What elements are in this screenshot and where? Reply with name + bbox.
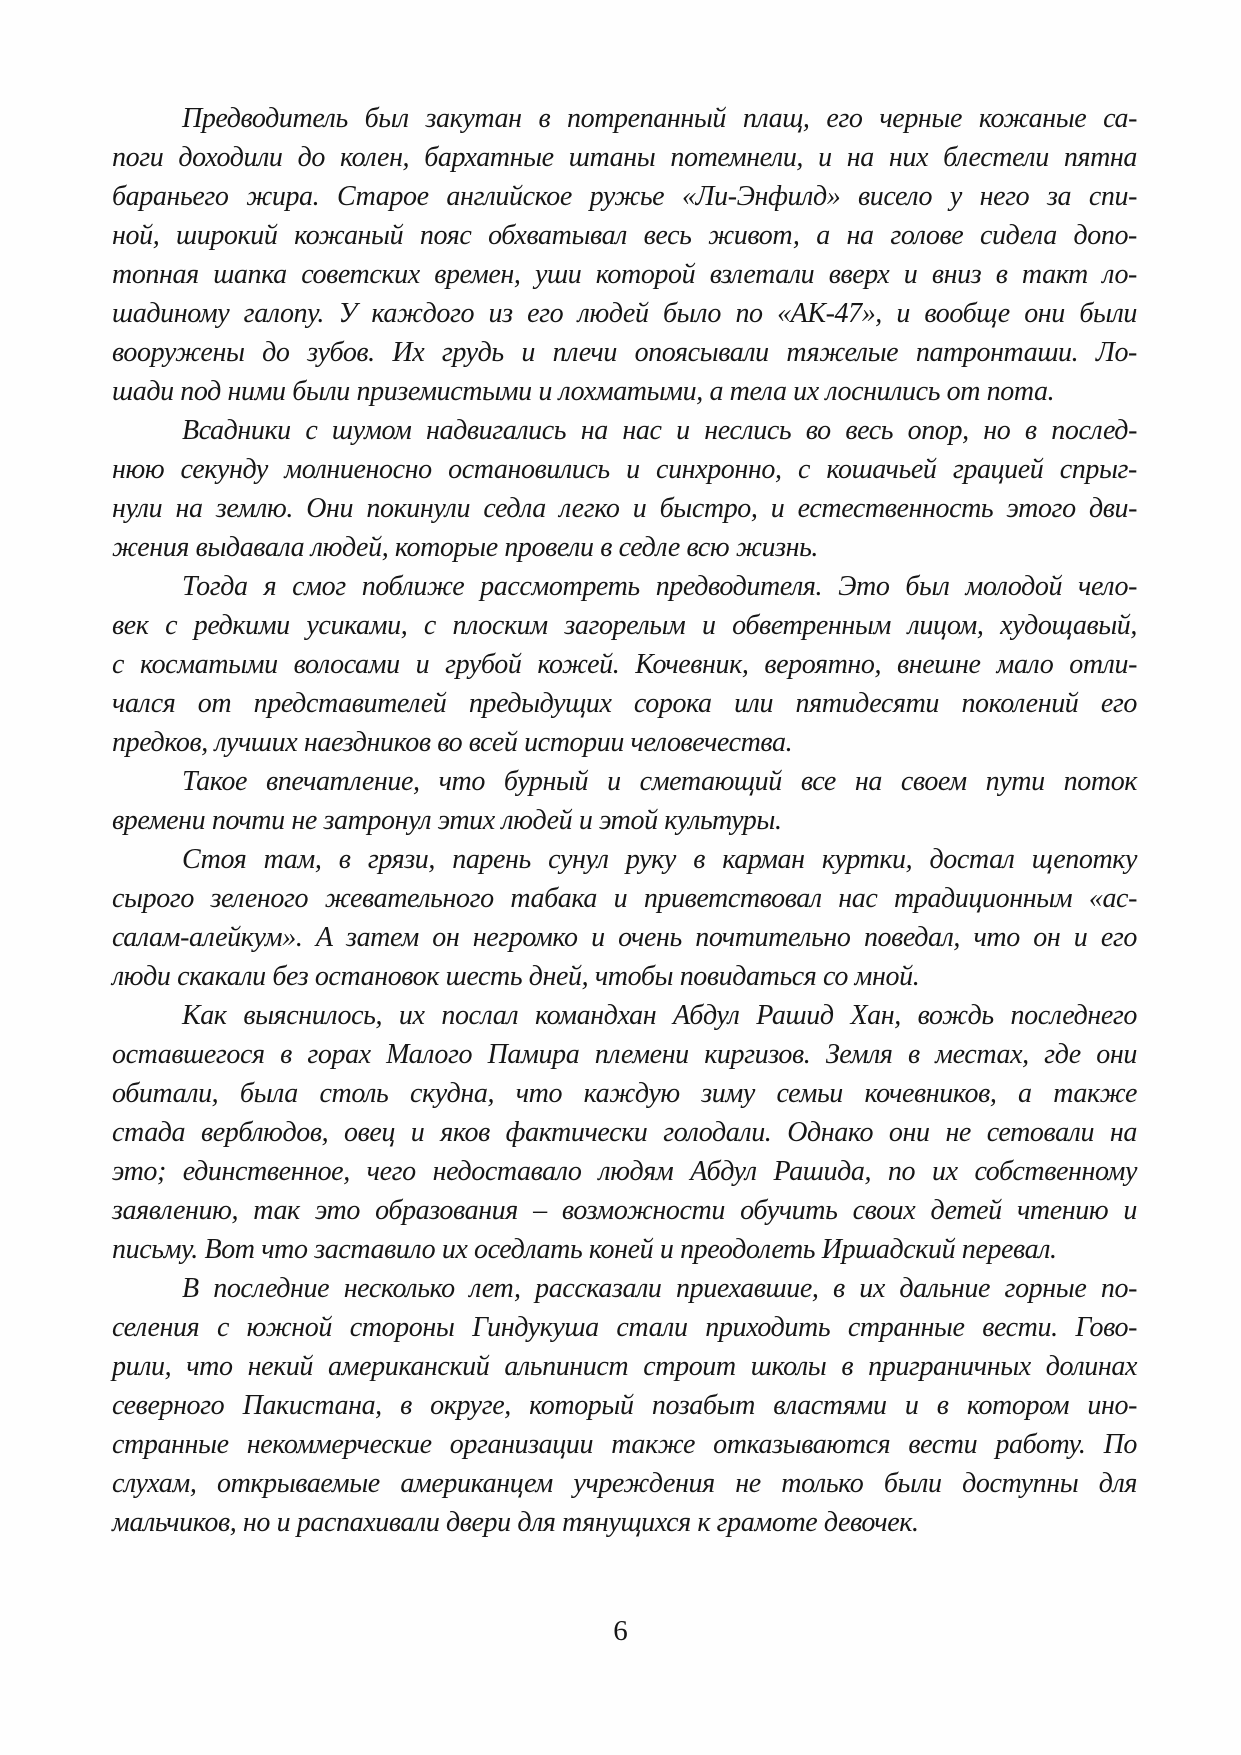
text-line: ной, широкий кожаный пояс обхватывал весь живот, а на голове сидела допо-	[112, 220, 1137, 251]
text-line: век с редкими усиками, с плоским загорелым и обветренным лицом, худощавый,	[112, 610, 1137, 641]
text-line: поги доходили до колен, бархатные штаны потемнели, и на них блестели пятна	[112, 142, 1137, 173]
body-text	[112, 99, 1137, 1542]
text-line: времени почти не затронул этих людей и этой культуры.	[112, 805, 782, 836]
text-line: северного Пакистана, в округе, который позабыт властями и в котором ино-	[112, 1390, 1137, 1421]
paragraph	[112, 567, 1137, 762]
text-line: Тогда я смог поближе рассмотреть предводителя. Это был молодой чело-	[182, 571, 1137, 602]
text-line: Стоя там, в грязи, парень сунул руку в карман куртки, достал щепотку	[182, 844, 1137, 875]
text-line: письму. Вот что заставило их оседлать коней и преодолеть Иршадский перевал.	[112, 1234, 1057, 1265]
text-line: Предводитель был закутан в потрепанный плащ, его черные кожаные са-	[182, 103, 1137, 134]
text-line: В последние несколько лет, рассказали приехавшие, в их дальние горные по-	[182, 1273, 1137, 1304]
text-line: стада верблюдов, овец и яков фактически голодали. Однако они не сетовали на	[112, 1117, 1137, 1148]
text-line: Такое впечатление, что бурный и сметающий все на своем пути поток	[182, 766, 1137, 797]
text-line: люди скакали без остановок шесть дней, чтобы повидаться со мной.	[112, 961, 920, 992]
text-line: обитали, была столь скудна, что каждую зиму семьи кочевников, а также	[112, 1078, 1137, 1109]
paragraph	[112, 996, 1137, 1269]
text-line: селения с южной стороны Гиндукуша стали приходить странные вести. Гово-	[112, 1312, 1137, 1343]
text-line: слухам, открываемые американцем учреждения не только были доступны для	[112, 1468, 1137, 1499]
text-line: нули на землю. Они покинули седла легко и быстро, и естественность этого дви-	[112, 493, 1137, 524]
paragraph	[112, 411, 1137, 567]
text-line: оставшегося в горах Малого Памира племени киргизов. Земля в местах, где они	[112, 1039, 1137, 1070]
paragraph	[112, 840, 1137, 996]
page-number: 6	[613, 1615, 628, 1647]
text-line: вооружены до зубов. Их грудь и плечи опоясывали тяжелые патронташи. Ло-	[112, 337, 1137, 368]
paragraph	[112, 1269, 1137, 1542]
text-line: мальчиков, но и распахивали двери для тянущихся к грамоте девочек.	[112, 1507, 919, 1538]
text-line: предков, лучших наездников во всей истории человечества.	[112, 727, 793, 758]
text-line: нюю секунду молниеносно остановились и синхронно, с кошачьей грацией спрыг-	[112, 454, 1137, 485]
text-line: заявлению, так это образования – возможности обучить своих детей чтению и	[112, 1195, 1137, 1226]
text-line: шадиному галопу. У каждого из его людей было по «АК-47», и вообще они были	[112, 298, 1137, 329]
text-line: Всадники с шумом надвигались на нас и неслись во весь опор, но в послед-	[182, 415, 1137, 446]
text-line: Как выяснилось, их послал командхан Абдул Рашид Хан, вождь последнего	[182, 1000, 1137, 1031]
text-line: это; единственное, чего недоставало людям Абдул Рашида, по их собственному	[112, 1156, 1137, 1187]
text-line: сырого зеленого жевательного табака и приветствовал нас традиционным «ас-	[112, 883, 1137, 914]
text-line: жения выдавала людей, которые провели в седле всю жизнь.	[112, 532, 819, 563]
paragraph	[112, 762, 1137, 840]
text-line: шади под ними были приземистыми и лохматыми, а тела их лоснились от пота.	[112, 376, 1055, 407]
text-line: бараньего жира. Старое английское ружье «Ли-Энфилд» висело у него за спи-	[112, 181, 1137, 212]
paragraph	[112, 99, 1137, 411]
text-line: топная шапка советских времен, уши которой взлетали вверх и вниз в такт ло-	[112, 259, 1137, 290]
text-line: рили, что некий американский альпинист строит школы в приграничных долинах	[112, 1351, 1137, 1382]
text-line: салам-алейкум». А затем он негромко и очень почтительно поведал, что он и его	[112, 922, 1137, 953]
text-line: чался от представителей предыдущих сорока или пятидесяти поколений его	[112, 688, 1137, 719]
text-line: странные некоммерческие организации также отказываются вести работу. По	[112, 1429, 1137, 1460]
text-line: с косматыми волосами и грубой кожей. Кочевник, вероятно, внешне мало отли-	[112, 649, 1137, 680]
